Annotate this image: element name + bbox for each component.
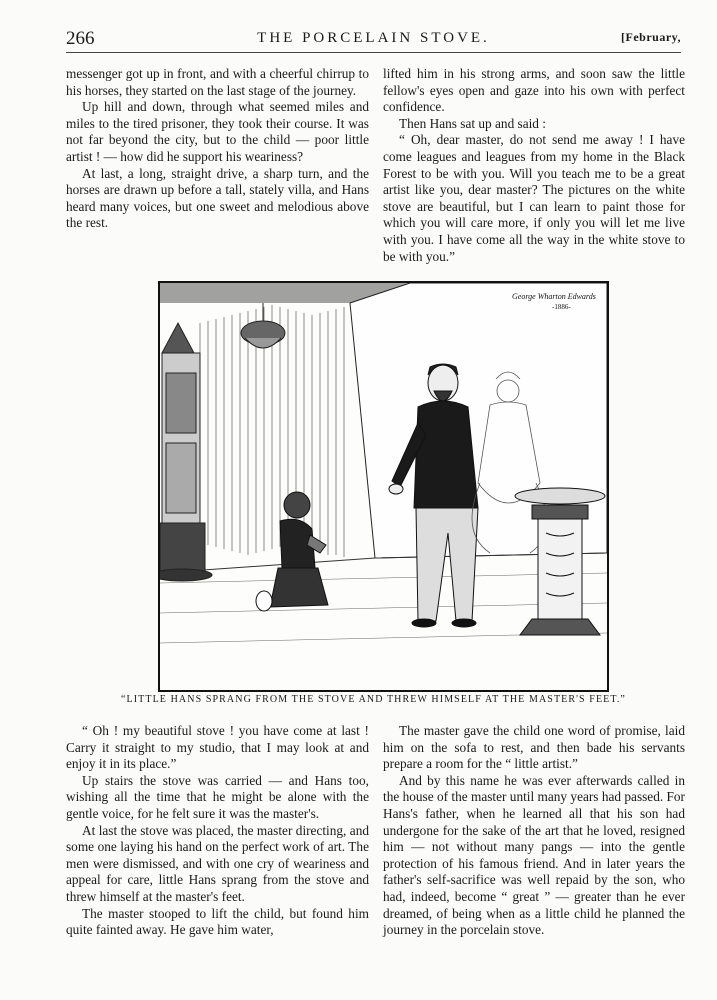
bottom-right-column [383, 723, 685, 939]
running-header [66, 26, 681, 53]
artist-signature-year: -1886- [552, 303, 571, 311]
top-left-column [66, 66, 369, 232]
paragraph: The master gave the child one word of promise, laid him on the sofa to rest, and then bade his servants prepare a room for the “ little artist.” [383, 723, 685, 772]
running-month: [February, [621, 30, 681, 44]
paragraph: And by this name he was ever afterwards called in the house of the master until many years had passed. For Hans's father, when he learned all that his son had undergone for the sake of the art that he loved, resigned him — not without many pangs — into the gentle protection of his famous friend. And in later years the father's self-sacrifice was well repaid by the son, who had, indeed, become “ great ” — greater than he ever dreamed, of being when as a little child he planned the journey in the porcelain stove. [383, 772, 685, 938]
running-title: THE PORCELAIN STOVE. [257, 30, 490, 46]
paragraph: Up stairs the stove was carried — and Hans too, wishing all the time that he might be alone with the gentle voice, for he felt sure it was the master's. [66, 772, 369, 821]
paragraph: Up hill and down, through what seemed miles and miles to the tired prisoner, they took their course. It was not far beyond the city, but to the child — poor little artist ! — how did he support his weariness? [66, 99, 369, 164]
paragraph: The master stooped to lift the child, but found him quite fainted away. He gave him water, [66, 905, 369, 938]
illustration-caption: “LITTLE HANS SPRANG FROM THE STOVE AND THREW HIMSELF AT THE MASTER'S FEET.” [121, 694, 626, 705]
artist-signature: George Wharton Edwards [512, 292, 596, 301]
paragraph: Then Hans sat up and said : [399, 115, 546, 131]
page-number: 266 [66, 28, 95, 49]
illustration [158, 281, 609, 692]
paragraph: At last the stove was placed, the master directing, and some one laying his hand on the perfect work of art. The men were dismissed, and with one cry of weariness and appeal for care, little Hans sprang from the stove and threw himself at the master's feet. [66, 822, 369, 904]
bottom-left-column [66, 723, 369, 939]
paragraph: “ Oh ! my beautiful stove ! you have come at last ! Carry it straight to my studio, that I may look at and enjoy it in its place.” [66, 723, 369, 772]
top-right-column [383, 66, 685, 265]
paragraph: “ Oh, dear master, do not send me away ! I have come leagues and leagues from my home in the Black Forest to be with you. Will you teach me to be a great artist like you, dear master? The pictures on the white stove are beautiful, but I can learn to paint those for which you will care more, if only you will let me live with you. I have come all the way in the white stove to be with you.” [383, 132, 685, 264]
paragraph: lifted him in his strong arms, and soon saw the little fellow's eyes open and gaze into his own with perfect confidence. [383, 66, 685, 115]
paragraph: At last, a long, straight drive, a sharp turn, and the horses are drawn up before a tall, stately villa, and Hans heard many voices, but one sweet and melodious above the rest. [66, 165, 369, 231]
paragraph: messenger got up in front, and with a cheerful chirrup to his horses, they started on the last stage of the journey. [66, 66, 369, 98]
